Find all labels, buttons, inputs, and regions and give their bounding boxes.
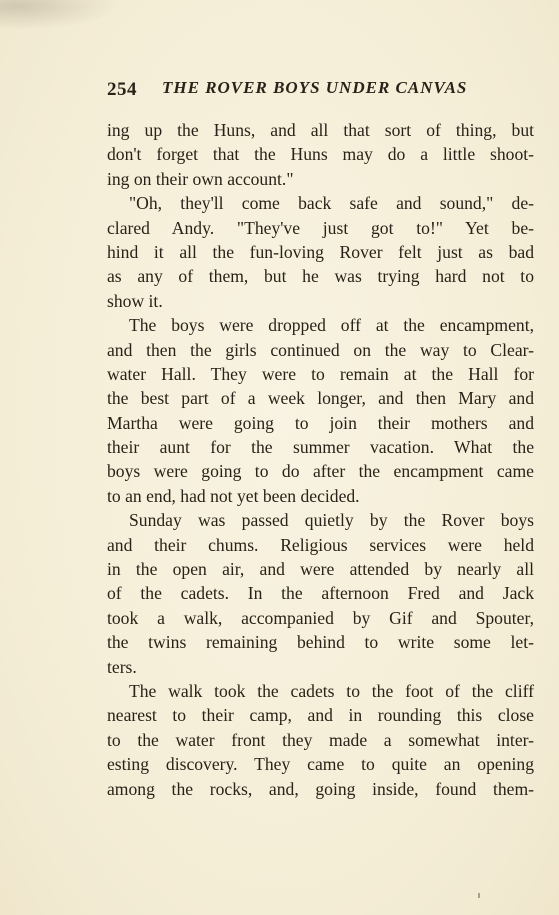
text-line: their aunt for the summer vacation. What the (107, 437, 534, 458)
text-line: ters. (107, 656, 137, 677)
running-title: THE ROVER BOYS UNDER CANVAS (162, 78, 468, 97)
text-line: ing up the Huns, and all that sort of thing, but (107, 120, 534, 140)
text-line: of the cadets. In the afternoon Fred and Jack (107, 583, 534, 604)
text-line: Martha were going to join their mothers and (107, 412, 534, 433)
text-line: among the rocks, and, going inside, found them- (107, 778, 534, 799)
page-header (107, 76, 527, 102)
text-line: hind it all the fun-loving Rover felt just as bad (107, 241, 534, 262)
text-line: to an end, had not yet been decided. (107, 485, 360, 506)
text-line: boys were going to do after the encampment came (107, 461, 534, 482)
text-line: clared Andy. "They've just got to!" Yet be- (107, 217, 534, 238)
page-number: 254 (107, 79, 137, 100)
text-line: the best part of a week longer, and then Mary and (107, 388, 534, 409)
text-line: as any of them, but he was trying hard not to (107, 266, 534, 287)
text-line: ing on their own account." (107, 168, 294, 189)
text-line: to the water front they made a somewhat inter- (107, 729, 534, 750)
text-line: the twins remaining behind to write some let- (107, 632, 534, 653)
page-corner-smudge (0, 0, 120, 30)
text-line: water Hall. They were to remain at the Hall for (107, 363, 534, 384)
text-line: The walk took the cadets to the foot of the cliff (129, 680, 534, 701)
text-line: nearest to their camp, and in rounding this close (107, 705, 534, 726)
text-line: esting discovery. They came to quite an opening (107, 754, 534, 775)
text-line: show it. (107, 290, 163, 311)
text-line: The boys were dropped off at the encampment, (129, 315, 534, 336)
text-line: and their chums. Religious services were held (107, 534, 534, 555)
text-line: Sunday was passed quietly by the Rover boys (129, 510, 534, 531)
text-line: don't forget that the Huns may do a little shoot- (107, 144, 534, 165)
text-line: and then the girls continued on the way to Clear- (107, 339, 534, 360)
ink-speck (478, 893, 480, 898)
text-line: "Oh, they'll come back safe and sound," de- (129, 193, 534, 214)
text-line: took a walk, accompanied by Gif and Spouter, (107, 607, 534, 628)
text-line: in the open air, and were attended by nearly all (107, 559, 534, 580)
body-text (107, 118, 534, 801)
